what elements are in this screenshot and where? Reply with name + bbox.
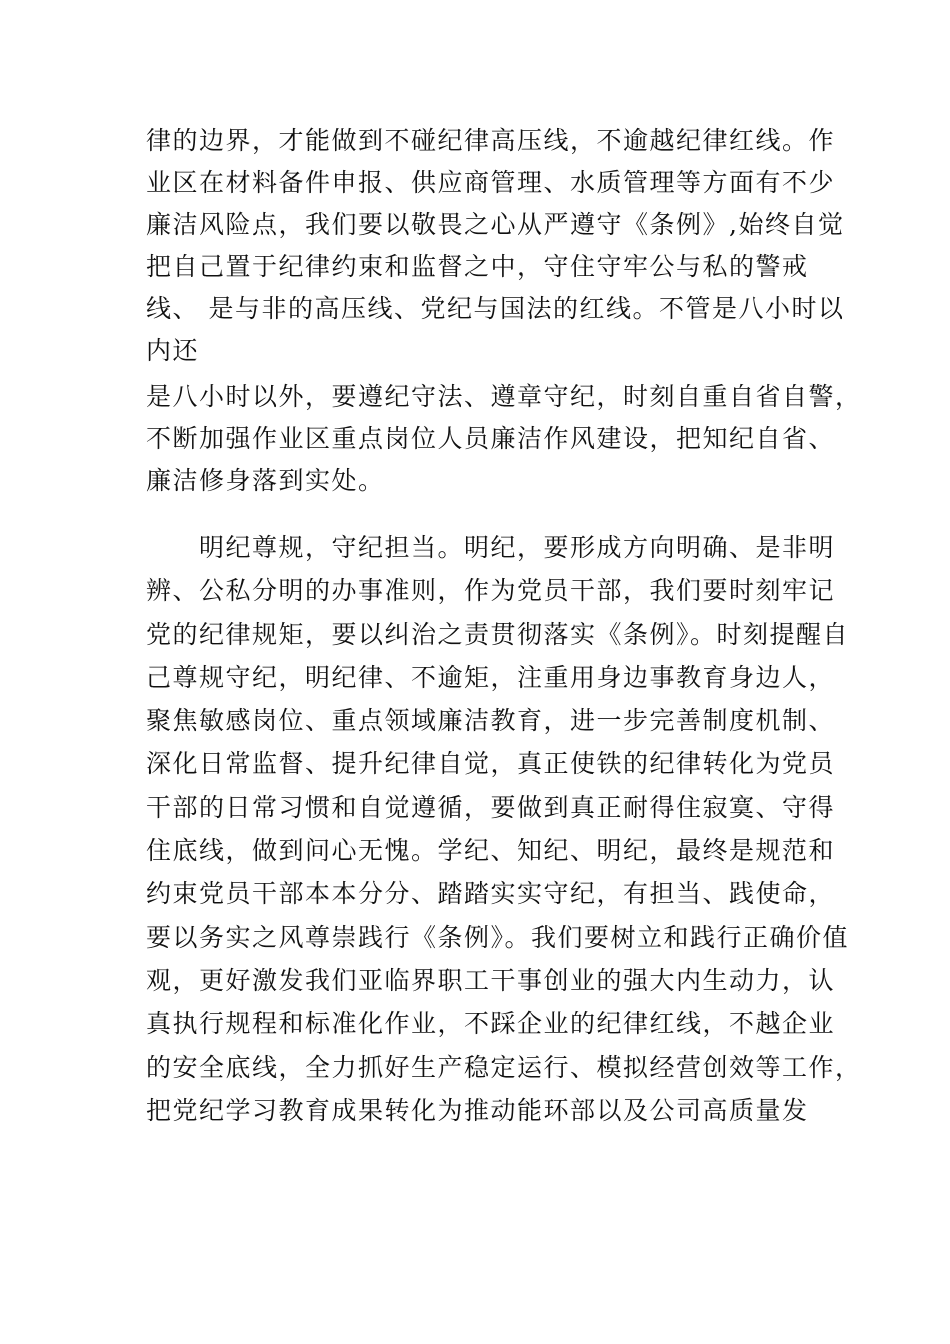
text-line: 内还 bbox=[146, 336, 200, 365]
text-line: 干部的日常习惯和自觉遵循，要做到真正耐得住寂寞、守得 bbox=[146, 792, 836, 822]
text-line: 把自己置于纪律约束和监督之中，守住守牢公与私的警戒 bbox=[146, 252, 809, 281]
text-line: 辨、公私分明的办事准则，作为党员干部，我们要时刻牢记 bbox=[146, 576, 836, 606]
text-line: 己尊规守纪，明纪律、不逾矩，注重用身边事教育身边人， bbox=[146, 662, 836, 692]
text-line: 把党纪学习教育成果转化为推动能环部以及公司高质量发 bbox=[146, 1095, 809, 1125]
text-line: 不断加强作业区重点岗位人员廉洁作风建设，把知纪自省、 bbox=[146, 424, 836, 453]
text-line: 要以务实之风尊崇践行《条例》。我们要树立和践行正确价值 bbox=[146, 922, 850, 952]
text-line: 党的纪律规矩，要以纠治之责贯彻落实《条例》。时刻提醒自 bbox=[146, 619, 850, 649]
text-line: 深化日常监督、提升纪律自觉，真正使铁的纪律转化为党员 bbox=[146, 749, 836, 779]
text-line: 的安全底线，全力抓好生产稳定运行、模拟经营创效等工作， bbox=[146, 1052, 862, 1082]
paragraph-2 bbox=[146, 376, 862, 502]
paragraph-3 bbox=[146, 526, 862, 1132]
text-line: 业区在材料备件申报、供应商管理、水质管理等方面有不少 bbox=[146, 168, 836, 197]
text-line: 廉洁风险点，我们要以敬畏之心从严遵守《条例》,始终自觉 bbox=[146, 210, 845, 239]
text-line: 真执行规程和标准化作业，不踩企业的纪律红线，不越企业 bbox=[146, 1009, 836, 1039]
text-line: 是八小时以外，要遵纪守法、遵章守纪，时刻自重自省自警， bbox=[146, 382, 862, 411]
text-line: 律的边界，才能做到不碰纪律高压线，不逾越纪律红线。作 bbox=[146, 126, 836, 155]
text-line: 明纪尊规，守纪担当。明纪，要形成方向明确、是非明 bbox=[146, 533, 836, 562]
text-line: 线、 是与非的高压线、党纪与国法的红线。不管是八小时以 bbox=[146, 294, 845, 323]
text-line: 廉洁修身落到实处。 bbox=[146, 466, 385, 495]
text-line: 观，更好激发我们亚临界职工干事创业的强大内生动力，认 bbox=[146, 965, 836, 995]
paragraph-1 bbox=[146, 120, 845, 372]
text-line: 聚焦敏感岗位、重点领域廉洁教育，进一步完善制度机制、 bbox=[146, 706, 836, 736]
text-line: 住底线，做到问心无愧。学纪、知纪、明纪，最终是规范和 bbox=[146, 836, 836, 866]
text-line: 约束党员干部本本分分、踏踏实实守纪，有担当、践使命， bbox=[146, 879, 836, 909]
